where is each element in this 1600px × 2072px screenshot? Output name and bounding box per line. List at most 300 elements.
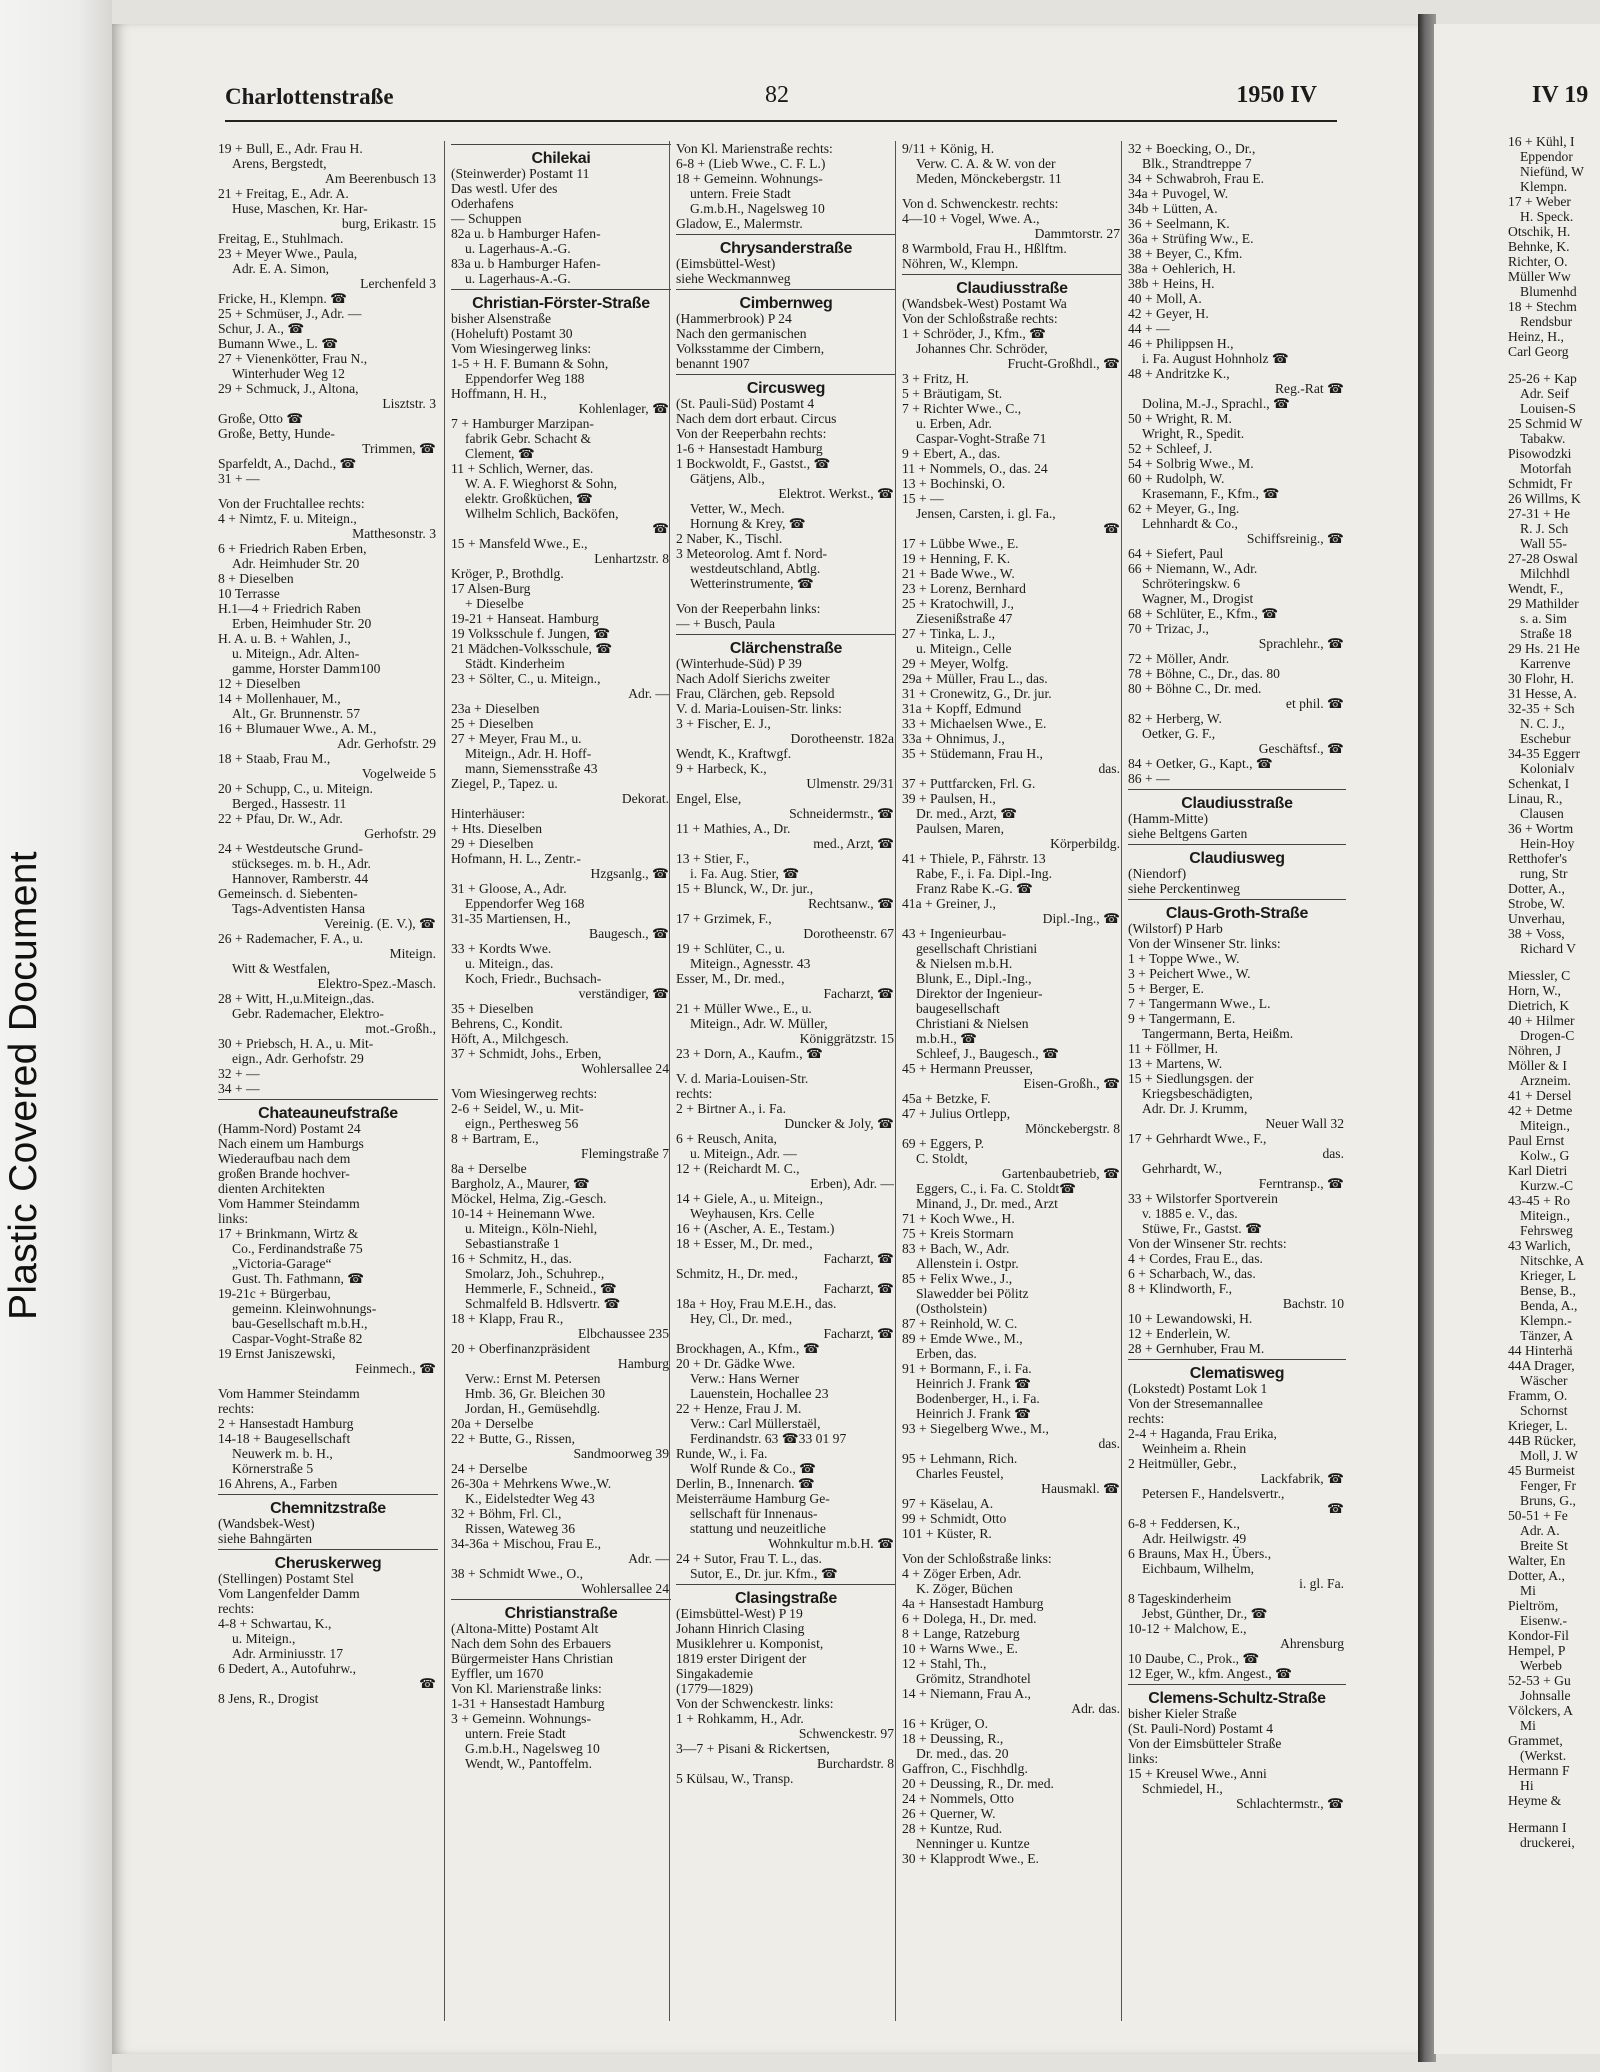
directory-entry: Miteign.: [389, 946, 436, 961]
directory-entry: Vom Langenfelder Damm: [218, 1586, 360, 1601]
directory-entry: Adr. Gerhofstr. 29: [337, 736, 436, 751]
directory-entry: Charles Feustel,: [916, 1466, 1004, 1481]
directory-entry: 22 + Butte, G., Rissen,: [451, 1431, 575, 1446]
directory-entry: mann, Siemensstraße 43: [465, 761, 598, 776]
directory-entry: Hzgsanlg., ☎: [590, 866, 669, 881]
directory-entry: Höft, A., Milchgesch.: [451, 1031, 569, 1046]
directory-entry: 23 + Dorn, A., Kaufm., ☎: [676, 1046, 823, 1061]
directory-entry: Nach den germanischen: [676, 326, 807, 341]
directory-entry: 29 + Schmuck, J., Altona,: [218, 381, 359, 396]
directory-entry: Vom Wiesingerweg rechts:: [451, 1086, 598, 1101]
directory-entry: 6-8 + Feddersen, K.,: [1128, 1516, 1240, 1531]
directory-entry: 8a + Derselbe: [451, 1161, 527, 1176]
directory-entry: 8 + Bartram, E.,: [451, 1131, 539, 1146]
directory-entry: Reg.-Rat ☎: [1274, 381, 1344, 396]
directory-entry: 44B Rücker,: [1508, 1433, 1577, 1448]
directory-entry: Co., Ferdinandstraße 75: [232, 1241, 363, 1256]
directory-entry: ☎: [1327, 1501, 1344, 1516]
directory-entry: Tabakw.: [1520, 431, 1566, 446]
directory-entry: Facharzt, ☎: [823, 1281, 894, 1296]
directory-entry: 1 Bockwoldt, F., Gastst., ☎: [676, 456, 831, 471]
directory-entry: 19 + Schlüter, C., u.: [676, 941, 786, 956]
directory-entry: 5 + Bräutigam, St.: [902, 386, 1003, 401]
directory-entry: Lenhartzstr. 8: [594, 551, 669, 566]
directory-entry: Meden, Mönckebergstr. 11: [916, 171, 1062, 186]
directory-entry: u. Miteign., Celle: [916, 641, 1012, 656]
directory-entry: Klempn.: [1520, 179, 1568, 194]
directory-entry: Rabe, F., i. Fa. Dipl.-Ing.: [916, 866, 1052, 881]
directory-entry: Hamburg: [617, 1356, 669, 1371]
directory-entry: Heinrich J. Frank ☎: [916, 1376, 1032, 1391]
directory-entry: Vom Hammer Steindamm: [218, 1386, 360, 1401]
directory-entry: 3—7 + Pisani & Rickertsen,: [676, 1741, 830, 1756]
directory-entry: Derlin, B., Innenarch. ☎: [676, 1476, 815, 1491]
directory-entry: 17 Alsen-Burg: [451, 581, 531, 596]
directory-entry: das.: [1322, 1146, 1344, 1161]
directory-entry: V. d. Maria-Louisen-Str.: [676, 1071, 809, 1086]
directory-entry: Erben), Adr. —: [810, 1176, 894, 1191]
directory-entry: 17 + Weber: [1508, 194, 1571, 209]
directory-entry: 95 + Lehmann, Rich.: [902, 1451, 1018, 1466]
directory-entry: 7 + Richter Wwe., C.,: [902, 401, 1022, 416]
directory-entry: 3 + Fritz, H.: [902, 371, 969, 386]
directory-entry: W. A. F. Wieghorst & Sohn,: [465, 476, 618, 491]
street-heading: Clematisweg: [1128, 1359, 1346, 1381]
directory-entry: 30 + Klapprodt Wwe., E.: [902, 1851, 1039, 1866]
directory-entry: Milchhdl: [1520, 566, 1570, 581]
directory-entry: Dorotheenstr. 182a: [790, 731, 894, 746]
directory-entry: Wohlersallee 24: [581, 1061, 669, 1076]
directory-entry: ☎: [652, 521, 669, 536]
directory-entry: Oetker, G. F.,: [1142, 726, 1216, 741]
directory-entry: Runde, W., i. Fa.: [676, 1446, 768, 1461]
directory-entry: mot.-Großh.,: [365, 1021, 436, 1036]
directory-column-5: [1121, 141, 1346, 2021]
directory-entry: Von Kl. Marienstraße rechts:: [676, 141, 833, 156]
directory-entry: Horn, W.,: [1508, 983, 1561, 998]
directory-entry: Benda, A.,: [1520, 1298, 1578, 1313]
directory-entry: 11 + Föllmer, H.: [1128, 1041, 1219, 1056]
directory-entry: Adr. A.: [1520, 1523, 1560, 1538]
directory-entry: Adr. Heilwigstr. 49: [1142, 1531, 1247, 1546]
directory-entry: Dipl.-Ing., ☎: [1042, 911, 1120, 926]
directory-entry: Völckers, A: [1508, 1703, 1573, 1718]
directory-entry: Mi: [1520, 1718, 1536, 1733]
directory-entry: Arzneim.: [1520, 1073, 1571, 1088]
directory-entry: K., Eidelstedter Weg 43: [465, 1491, 595, 1506]
directory-entry: Blunk, E., Dipl.-Ing.,: [916, 971, 1032, 986]
directory-entry: benannt 1907: [676, 356, 750, 371]
directory-entry: 21 Mädchen-Volksschule, ☎: [451, 641, 613, 656]
sleeve-label-ghost: [0, 851, 2, 1320]
directory-entry: siehe Weckmannweg: [676, 271, 791, 286]
directory-entry: (St. Pauli-Nord) Postamt 4: [1128, 1721, 1273, 1736]
directory-entry: Nach dem Sohn des Erbauers: [451, 1636, 612, 1651]
directory-entry: 62 + Meyer, G., Ing.: [1128, 501, 1240, 516]
directory-entry: Petersen F., Handelsvertr.,: [1142, 1486, 1285, 1501]
directory-entry: u. Miteign., das.: [465, 956, 554, 971]
directory-entry: Walter, En: [1508, 1553, 1566, 1568]
directory-entry: Louisen-S: [1520, 401, 1576, 416]
directory-entry: + Hts. Dieselben: [451, 821, 543, 836]
directory-entry: Duncker & Joly, ☎: [784, 1116, 894, 1131]
directory-entry: 29 + Meyer, Wolfg.: [902, 656, 1009, 671]
directory-entry: 86 + —: [1128, 771, 1170, 786]
directory-entry: 3 + Peichert Wwe., W.: [1128, 966, 1251, 981]
directory-entry: 32 + Böhm, Frl. Cl.,: [451, 1506, 562, 1521]
directory-entry: Otschik, H.: [1508, 224, 1571, 239]
directory-entry: i. Fa. August Hohnholz ☎: [1142, 351, 1289, 366]
directory-entry: Elektro-Spez.-Masch.: [317, 976, 436, 991]
directory-entry: Adr. Arminiusstr. 17: [232, 1646, 344, 1661]
directory-entry: 44A Drager,: [1508, 1358, 1575, 1373]
directory-entry: Weinheim a. Rhein: [1142, 1441, 1247, 1456]
directory-entry: Sparfeldt, A., Dachd., ☎: [218, 456, 357, 471]
directory-entry: R. J. Sch: [1520, 521, 1569, 536]
directory-entry: Von der Stresemannallee: [1128, 1396, 1263, 1411]
directory-entry: Lauenstein, Hochallee 23: [690, 1386, 829, 1401]
directory-entry: rechts:: [676, 1086, 713, 1101]
directory-entry: 40 + Hilmer: [1508, 1013, 1575, 1028]
directory-entry: 18a + Hoy, Frau M.E.H., das.: [676, 1296, 837, 1311]
directory-entry: 21 + Müller Wwe., E., u.: [676, 1001, 812, 1016]
directory-entry: Meisterräume Hamburg Ge-: [676, 1491, 830, 1506]
directory-entry: Hmb. 36, Gr. Bleichen 30: [465, 1386, 606, 1401]
directory-entry: 20a + Derselbe: [451, 1416, 534, 1431]
directory-entry: Trimmen, ☎: [362, 441, 436, 456]
directory-entry: Von der Schloßstraße rechts:: [902, 311, 1058, 326]
directory-entry: Schornst: [1520, 1403, 1568, 1418]
directory-entry: Facharzt, ☎: [823, 986, 894, 1001]
directory-entry: m.b.H., ☎: [916, 1031, 978, 1046]
directory-entry: 25 + Kratochwill, J.,: [902, 596, 1014, 611]
directory-entry: Müller Ww: [1508, 269, 1571, 284]
directory-entry: 87 + Reinhold, W. C.: [902, 1316, 1018, 1331]
directory-entry: 4a + Hansestadt Hamburg: [902, 1596, 1044, 1611]
directory-entry: Gartenbaubetrieb, ☎: [1001, 1166, 1120, 1181]
directory-entry: ☎: [419, 1676, 436, 1691]
directory-entry: (Hamm-Mitte): [1128, 811, 1209, 826]
directory-entry: Schwenckestr. 97: [798, 1726, 894, 1741]
directory-entry: — + Busch, Paula: [676, 616, 776, 631]
directory-entry: 89 + Emde Wwe., M.,: [902, 1331, 1023, 1346]
directory-entry: H. A. u. B. + Wahlen, J.,: [218, 631, 351, 646]
directory-entry: 44 + —: [1128, 321, 1170, 336]
directory-entry: Gerhofstr. 29: [364, 826, 436, 841]
directory-entry: 33 + Michaelsen Wwe., E.: [902, 716, 1047, 731]
directory-entry: Schmidt, Fr: [1508, 476, 1573, 491]
directory-entry: gesellschaft Christiani: [916, 941, 1038, 956]
page-header: [225, 82, 1337, 122]
directory-entry: Verw.: Ernst M. Petersen: [465, 1371, 601, 1386]
directory-entry: Paulsen, Maren,: [916, 821, 1004, 836]
directory-entry: 43 + Ingenieurbau-: [902, 926, 1007, 941]
directory-entry: 20 + Oberfinanzpräsident: [451, 1341, 591, 1356]
directory-entry: 42 + Geyer, H.: [1128, 306, 1209, 321]
directory-entry: 15 + Mansfeld Wwe., E.,: [451, 536, 588, 551]
directory-entry: Miessler, C: [1508, 968, 1571, 983]
directory-entry: 25 Schmid W: [1508, 416, 1583, 431]
directory-entry: 41 + Thiele, P., Fährstr. 13: [902, 851, 1046, 866]
directory-entry: eign., Adr. Gerhofstr. 29: [232, 1051, 364, 1066]
directory-entry: Hempel, P: [1508, 1643, 1566, 1658]
directory-entry: Lerchenfeld 3: [360, 276, 436, 291]
directory-entry: Wendt, F.,: [1508, 581, 1564, 596]
directory-entry: 50-51 + Fe: [1508, 1508, 1568, 1523]
directory-entry: 20 + Schupp, C., u. Miteign.: [218, 781, 373, 796]
directory-column-1: [218, 141, 438, 2021]
directory-entry: 31 + Gloose, A., Adr.: [451, 881, 567, 896]
directory-entry: Dorotheenstr. 67: [803, 926, 894, 941]
directory-entry: Erben, Heimhuder Str. 20: [232, 616, 372, 631]
directory-entry: Eschebur: [1520, 731, 1571, 746]
directory-entry: Adr. E. A. Simon,: [232, 261, 330, 276]
spacer: [676, 1061, 896, 1071]
directory-entry: 37 + Schmidt, Johs., Erben,: [451, 1046, 602, 1061]
directory-entry: druckerei,: [1520, 1835, 1575, 1850]
directory-entry: 66 + Niemann, W., Adr.: [1128, 561, 1258, 576]
directory-entry: Feinmech., ☎: [355, 1361, 436, 1376]
directory-entry: eign., Perthesweg 56: [465, 1116, 579, 1131]
directory-entry: 12 + Stahl, Th.,: [902, 1656, 987, 1671]
directory-entry: Nach dem dort erbaut. Circus: [676, 411, 837, 426]
directory-entry: Körnerstraße 5: [232, 1461, 314, 1476]
directory-entry: 16 + Schmitz, H., das.: [451, 1251, 572, 1266]
directory-entry: Engel, Else,: [676, 791, 742, 806]
directory-entry: Brockhagen, A., Kfm., ☎: [676, 1341, 820, 1356]
directory-entry: Jensen, Carsten, i. gl. Fa.,: [916, 506, 1056, 521]
directory-entry: 18 + Klapp, Frau R.,: [451, 1311, 564, 1326]
directory-entry: Dammtorstr. 27: [1034, 226, 1120, 241]
directory-entry: Fenger, Fr: [1520, 1478, 1577, 1493]
directory-entry: Hein-Hoy: [1520, 836, 1575, 851]
directory-entry: Dolina, M.-J., Sprachl., ☎: [1142, 396, 1290, 411]
directory-entry: i. gl. Fa.: [1299, 1576, 1344, 1591]
directory-entry: 2 + Birtner A., i. Fa.: [676, 1101, 786, 1116]
directory-entry: Wilhelm Schlich, Backöfen,: [465, 506, 619, 521]
directory-entry: 19-21 + Hanseat. Hamburg: [451, 611, 599, 626]
directory-entry: 12 + (Reichardt M. C.,: [676, 1161, 800, 1176]
directory-entry: 71 + Koch Wwe., H.: [902, 1211, 1015, 1226]
directory-entry: Schröteringskw. 6: [1142, 576, 1241, 591]
directory-entry: Bodenberger, H., i. Fa.: [916, 1391, 1040, 1406]
directory-entry: das.: [1098, 1436, 1120, 1451]
directory-entry: 24 + Derselbe: [451, 1461, 528, 1476]
directory-entry: Vom Wiesingerweg links:: [451, 341, 592, 356]
directory-entry: Dietrich, K: [1508, 998, 1570, 1013]
directory-entry: 6 Brauns, Max H., Übers.,: [1128, 1546, 1272, 1561]
directory-entry: (Wandsbek-West) Postamt Wa: [902, 296, 1067, 311]
directory-entry: 25 + Dieselben: [451, 716, 534, 731]
directory-entry: 35 + Stüdemann, Frau H.,: [902, 746, 1043, 761]
directory-entry: Dekorat.: [621, 791, 669, 806]
directory-entry: Miteign.,: [1520, 1208, 1570, 1223]
directory-entry: Esser, M., Dr. med.,: [676, 971, 785, 986]
directory-entry: H. Speck.: [1520, 209, 1574, 224]
directory-entry: 4 + Nimtz, F. u. Miteign.,: [218, 511, 357, 526]
directory-entry: Nöhren, J: [1508, 1043, 1561, 1058]
directory-entry: Ahrensburg: [1280, 1636, 1344, 1651]
directory-entry: 45a + Betzke, F.: [902, 1091, 991, 1106]
spacer: [218, 1376, 438, 1386]
directory-entry: rechts:: [218, 1601, 255, 1616]
directory-entry: et phil. ☎: [1285, 696, 1344, 711]
directory-entry: Gemeinsch. d. Siebenten-: [218, 886, 358, 901]
directory-entry: Ziesenißstraße 47: [916, 611, 1013, 626]
spacer: [676, 591, 896, 601]
directory-entry: Nöhren, W., Klempn.: [902, 256, 1019, 271]
directory-entry: Hofmann, H. L., Zentr.-: [451, 851, 581, 866]
directory-entry: 30 Flohr, H.: [1508, 671, 1574, 686]
directory-entry: Elektrot. Werkst., ☎: [778, 486, 894, 501]
directory-entry: Lehnhardt & Co.,: [1142, 516, 1238, 531]
directory-entry: Kondor-Fil: [1508, 1628, 1569, 1643]
directory-entry: (1779—1829): [676, 1681, 754, 1696]
directory-entry: Werbeb: [1520, 1658, 1562, 1673]
directory-entry: Adr. Seif: [1520, 386, 1570, 401]
directory-entry: 22 + Henze, Frau J. M.: [676, 1401, 802, 1416]
directory-entry: 28 + Kuntze, Rud.: [902, 1821, 1003, 1836]
directory-entry: (Hamm-Nord) Postamt 24: [218, 1121, 361, 1136]
directory-entry: untern. Freie Stadt: [690, 186, 791, 201]
directory-entry: 15 + Blunck, W., Dr. jur.,: [676, 881, 814, 896]
directory-entry: Ferdinandstr. 63 ☎33 01 97: [690, 1431, 847, 1446]
spacer: [218, 486, 438, 496]
directory-entry: Große, Betty, Hunde-: [218, 426, 335, 441]
directory-entry: & Nielsen m.b.H.: [916, 956, 1013, 971]
directory-entry: baugesellschaft: [916, 1001, 1000, 1016]
directory-entry: Hermann I: [1508, 1820, 1567, 1835]
directory-entry: Gehrhardt, W.,: [1142, 1161, 1223, 1176]
directory-entry: (Wilstorf) P Harb: [1128, 921, 1223, 936]
directory-entry: Facharzt, ☎: [823, 1326, 894, 1341]
directory-entry: 26-30a + Mehrkens Wwe.,W.: [451, 1476, 612, 1491]
directory-entry: — Schuppen: [451, 211, 522, 226]
directory-entry: Framm, O.: [1508, 1388, 1568, 1403]
directory-entry: bau-Gesellschaft m.b.H.,: [232, 1316, 368, 1331]
street-heading: Chilekai: [451, 144, 671, 166]
directory-entry: 43 Warlich,: [1508, 1238, 1571, 1253]
directory-entry: 23 + Sölter, C., u. Miteign.,: [451, 671, 601, 686]
directory-entry: Richter, O.: [1508, 254, 1568, 269]
directory-entry: stückseges. m. b. H., Adr.: [232, 856, 371, 871]
directory-entry: (St. Pauli-Süd) Postamt 4: [676, 396, 815, 411]
directory-entry: 8 + Klindworth, F.,: [1128, 1281, 1233, 1296]
directory-entry: Adr. —: [628, 686, 669, 701]
directory-entry: Schmalfeld B. Hdlsvertr. ☎: [465, 1296, 621, 1311]
directory-entry: Christiani & Nielsen: [916, 1016, 1029, 1031]
directory-entry: Jebst, Günther, Dr., ☎: [1142, 1606, 1268, 1621]
directory-entry: Von der Winsener Str. rechts:: [1128, 1236, 1287, 1251]
directory-entry: 10 Terrasse: [218, 586, 280, 601]
directory-entry: 29 Hs. 21 He: [1508, 641, 1580, 656]
directory-entry: 28 + Gernhuber, Frau M.: [1128, 1341, 1265, 1356]
directory-entry: Lisztstr. 3: [382, 396, 436, 411]
directory-entry: 37 + Puttfarcken, Frl. G.: [902, 776, 1036, 791]
directory-entry: 27 + Meyer, Frau M., u.: [451, 731, 582, 746]
directory-entry: 24 + Westdeutsche Grund-: [218, 841, 363, 856]
spacer: [1508, 956, 1600, 968]
directory-entry: Das westl. Ufer des: [451, 181, 558, 196]
directory-entry: 41 + Dersel: [1508, 1088, 1572, 1103]
directory-entry: 91 + Bormann, F., i. Fa.: [902, 1361, 1032, 1376]
directory-entry: 1819 erster Dirigent der: [676, 1651, 807, 1666]
directory-entry: Smolarz, Joh., Schuhrep.,: [465, 1266, 605, 1281]
directory-entry: 45 Burmeist: [1508, 1463, 1575, 1478]
directory-entry: 34-35 Eggerr: [1508, 746, 1581, 761]
directory-entry: das.: [1098, 761, 1120, 776]
directory-entry: 82a u. b Hamburger Hafen-: [451, 226, 601, 241]
directory-entry: Freitag, E., Stuhlmach.: [218, 231, 344, 246]
directory-entry: Wagner, M., Drogist: [1142, 591, 1254, 606]
directory-entry: Sebastianstraße 1: [465, 1236, 560, 1251]
directory-entry: 27-31 + He: [1508, 506, 1571, 521]
directory-entry: (Werkst.: [1520, 1748, 1567, 1763]
directory-entry: 16 + Blumauer Wwe., A. M.,: [218, 721, 377, 736]
directory-entry: 82 + Herberg, W.: [1128, 711, 1222, 726]
directory-entry: Paul Ernst: [1508, 1133, 1565, 1148]
directory-entry: Von der Winsener Str. links:: [1128, 936, 1281, 951]
directory-entry: Neuer Wall 32: [1265, 1116, 1344, 1131]
directory-entry: 9 + Ebert, A., das.: [902, 446, 1001, 461]
directory-entry: Drogen-C: [1520, 1028, 1575, 1043]
directory-entry: med., Arzt, ☎: [813, 836, 894, 851]
directory-entry: Ziegel, P., Tapez. u.: [451, 776, 558, 791]
directory-entry: u. Miteign., Adr. —: [690, 1146, 797, 1161]
directory-entry: fabrik Gebr. Schacht &: [465, 431, 592, 446]
directory-entry: 83 + Bach, W., Adr.: [902, 1241, 1010, 1256]
directory-entry: 26 + Querner, W.: [902, 1806, 996, 1821]
directory-entry: Facharzt, ☎: [823, 1251, 894, 1266]
directory-entry: Heyme &: [1508, 1793, 1562, 1808]
directory-entry: Städt. Kinderheim: [465, 656, 565, 671]
directory-entry: 31 Hesse, A.: [1508, 686, 1577, 701]
directory-entry: 23a + Dieselben: [451, 701, 540, 716]
directory-entry: Caspar-Voght-Straße 82: [232, 1331, 363, 1346]
street-heading: Cimbernweg: [676, 289, 896, 311]
directory-entry: u. Miteign., Köln-Niehl,: [465, 1221, 598, 1236]
directory-entry: Grömitz, Strandhotel: [916, 1671, 1031, 1686]
directory-entry: 68 + Schlüter, E., Kfm., ☎: [1128, 606, 1279, 621]
directory-entry: (Hoheluft) Postamt 30: [451, 326, 573, 341]
directory-entry: 5 + Berger, E.: [1128, 981, 1204, 996]
directory-entry: 34 + Schwabroh, Frau E.: [1128, 171, 1265, 186]
directory-entry: Stüwe, Fr., Gastst. ☎: [1142, 1221, 1263, 1236]
directory-entry: 6 Dedert, A., Autofuhrw.,: [218, 1661, 357, 1676]
directory-entry: H.1—4 + Friedrich Raben: [218, 601, 361, 616]
directory-entry: untern. Freie Stadt: [465, 1726, 566, 1741]
directory-entry: 26 Willms, K: [1508, 491, 1581, 506]
directory-entry: Von der Fruchtallee rechts:: [218, 496, 365, 511]
directory-entry: 10-12 + Malchow, E.,: [1128, 1621, 1247, 1636]
sleeve-label: [2, 851, 46, 1320]
directory-entry: 70 + Trizac, J.,: [1128, 621, 1209, 636]
directory-entry: 8 + Dieselben: [218, 571, 294, 586]
directory-entry: 1 + Toppe Wwe., W.: [1128, 951, 1240, 966]
directory-entry: 19 + Bull, E., Adr. Frau H.: [218, 141, 363, 156]
directory-entry: Hannover, Ramberstr. 44: [232, 871, 369, 886]
directory-entry: Kurzw.-C: [1520, 1178, 1574, 1193]
directory-entry: 31 + —: [218, 471, 260, 486]
directory-entry: Tänzer, A: [1520, 1328, 1574, 1343]
directory-entry: Große, Otto ☎: [218, 411, 304, 426]
directory-entry: Bachstr. 10: [1282, 1296, 1344, 1311]
directory-entry: 10-14 + Heinemann Wwe.: [451, 1206, 596, 1221]
directory-entry: Karrenve: [1520, 656, 1571, 671]
directory-entry: 41a + Greiner, J.,: [902, 896, 996, 911]
directory-entry: V. d. Maria-Louisen-Str. links:: [676, 701, 842, 716]
directory-entry: 22 + Pfau, Dr. W., Adr.: [218, 811, 343, 826]
